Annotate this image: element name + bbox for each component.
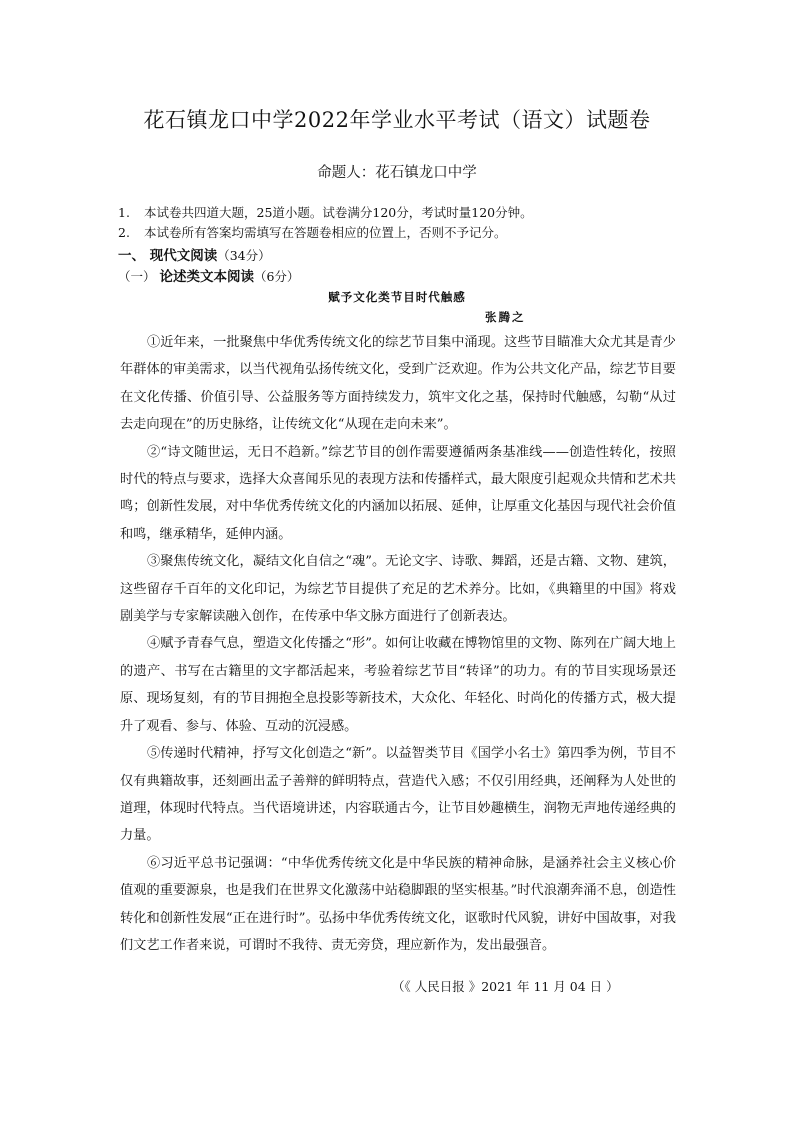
subsection-heading-argumentative — [118, 265, 299, 285]
section-label: 一、 现代文阅读 — [118, 248, 218, 264]
instruction-text: 本试卷共四道大题，25道小题。试卷满分120分，考试时量120分钟。 — [144, 205, 533, 220]
instruction-item — [118, 203, 533, 223]
article-author: 张腾之 — [485, 310, 526, 324]
subsection-number: （一） — [118, 269, 160, 284]
article-source: （《 人民日报 》2021 年 11 月 04 日 ） — [392, 979, 619, 994]
instruction-text: 本试卷所有答案均需填写在答题卷相应的位置上，否则不予记分。 — [144, 225, 507, 240]
section-heading-reading — [118, 244, 271, 264]
section-score: （34分） — [217, 248, 271, 263]
article-paragraph: ⑤传递时代精神，抒写文化创造之“新”。以益智类节目《国学小名士》第四季为例，节目不仅有典籍故事，还刻画出孟子善辩的鲜明特点，营造代入感；不仅引用经典，还阐释为人处世的道理，体现时代特点。当代语境讲述，内容联通古今，让节目妙趣横生，润物无声地传递经典的力量。 — [120, 746, 676, 844]
article-body — [120, 329, 676, 959]
article-paragraph: ③聚焦传统文化，凝结文化自信之“魂”。无论文字、诗歌、舞蹈，还是古籍、文物、建筑，这些留存千百年的文化印记，为综艺节目提供了充足的艺术养分。比如，《典籍里的中国》将戏剧美学与专家解读融入创作，在传承中华文脉方面进行了创新表达。 — [120, 554, 676, 625]
article-paragraph: ②“诗文随世运，无日不趋新。”综艺节目的创作需要遵循两条基准线——创造性转化，按照时代的特点与要求，选择大众喜闻乐见的表现方法和传播样式，最大限度引起观众共情和艺术共鸣；创新性发展，对中华优秀传统文化的内涵加以拓展、延伸，让厚重文化基因与现代社会价值和鸣，继承精华，延伸内涵。 — [120, 444, 676, 542]
exam-instructions — [118, 203, 533, 243]
article-paragraph: ④赋予青春气息，塑造文化传播之“形”。如何让收藏在博物馆里的文物、陈列在广阔大地上的遗产、书写在古籍里的文字都活起来，考验着综艺节目“转译”的功力。有的节目实现场景还原、现场复刻，有的节目拥抱全息投影等新技术，大众化、年轻化、时尚化的传播方式，极大提升了观看、参与、体验、互动的沉浸感。 — [120, 636, 676, 734]
subsection-score: （6分） — [253, 269, 300, 284]
article-paragraph: ①近年来，一批聚焦中华优秀传统文化的综艺节目集中涌现。这些节目瞄准大众尤其是青少年群体的审美需求，以当代视角弘扬传统文化，受到广泛欢迎。作为公共文化产品，综艺节目要在文化传播、价值引导、公益服务等方面持续发力，筑牢文化之基，保持时代触感，勾勒“从过去走向现在”的历史脉络，让传统文化“从现在走向未来”。 — [120, 335, 676, 433]
exam-title: 花石镇龙口中学2022年学业水平考试（语文）试题卷 — [143, 108, 651, 132]
article-paragraph: ⑥习近平总书记强调：“中华优秀传统文化是中华民族的精神命脉，是涵养社会主义核心价值观的重要源泉，也是我们在世界文化激荡中站稳脚跟的坚实根基。”时代浪潮奔涌不息，创造性转化和创新性发展“正在进行时”。弘扬中华优秀传统文化，讴歌时代风貌，讲好中国故事，对我们文艺工作者来说，可谓时不我待、责无旁贷，理应新作为，发出最强音。 — [120, 855, 676, 953]
instruction-number: 1. — [118, 205, 130, 220]
exam-author-line: 命题人：花石镇龙口中学 — [317, 165, 477, 181]
instruction-item — [118, 223, 533, 243]
subsection-label: 论述类文本阅读 — [159, 269, 254, 285]
article-title: 赋予文化类节目时代触感 — [328, 290, 466, 304]
instruction-number: 2. — [118, 225, 130, 240]
